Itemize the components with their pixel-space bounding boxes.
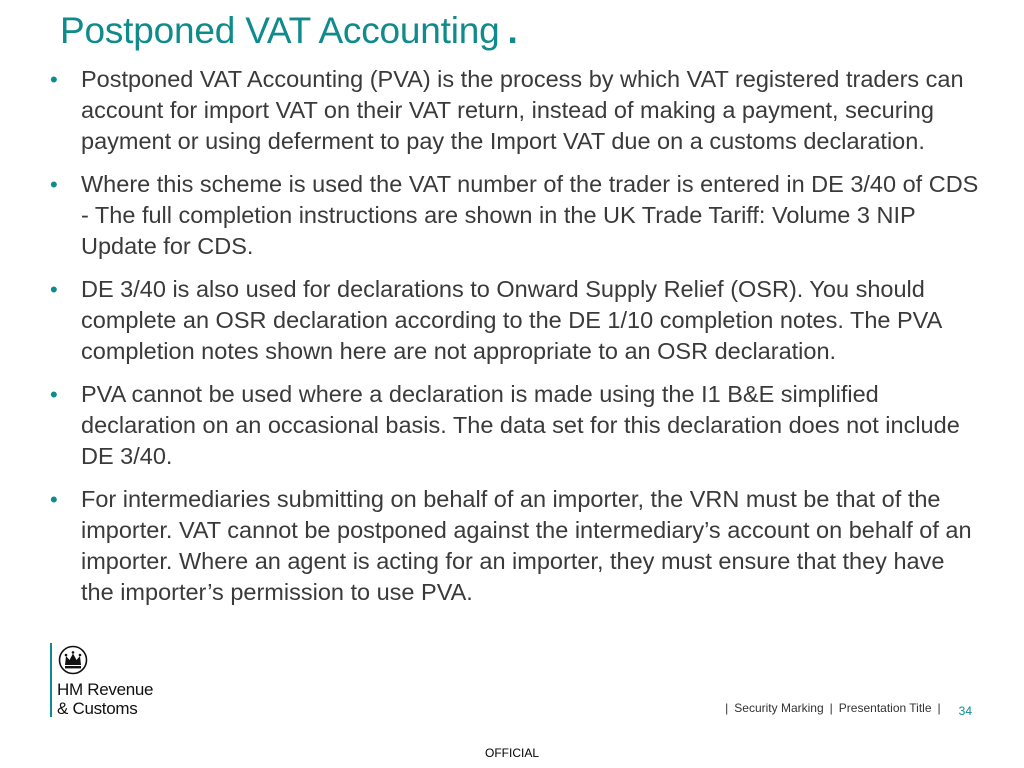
security-marking: Security Marking	[734, 701, 824, 715]
bullet-text: For intermediaries submitting on behalf of an importer, the VRN must be that of the importer. VAT cannot be postponed against the intermediary’s account on behalf of an importer. Where an agent is acting for an importer, they must ensure that they have the importer’s permission to use PVA.	[81, 486, 972, 605]
classification-label: OFFICIAL	[484, 746, 539, 760]
bullet-item-osr	[50, 274, 980, 367]
slide-title-text: Postponed VAT Accounting	[60, 10, 500, 51]
slide-title-dot: .	[507, 10, 518, 51]
hmrc-logo	[50, 643, 180, 719]
footer-separator: |	[725, 701, 729, 715]
presentation-title: Presentation Title	[838, 701, 932, 715]
bullet-text: PVA cannot be used where a declaration is made using the I1 B&E simplified declaration on an occasional basis. The data set for this declaration does not include DE 3/40.	[81, 381, 960, 469]
slide-title	[60, 10, 518, 52]
bullet-item-pva-definition	[50, 64, 980, 157]
bullet-marker: •	[50, 172, 58, 197]
logo-text-customs: & Customs	[57, 699, 138, 718]
bullet-marker: •	[50, 382, 58, 407]
bullet-marker: •	[50, 487, 58, 512]
bullet-item-i1-simplified	[50, 379, 980, 472]
logo-accent-bar	[50, 643, 52, 717]
bullet-text: DE 3/40 is also used for declarations to Onward Supply Relief (OSR). You should complete an OSR declaration according to the DE 1/10 completion notes. The PVA completion notes shown here are not appropriate to an OSR declaration.	[81, 276, 941, 364]
page-number: 34	[958, 704, 972, 718]
bullet-item-de-3-40	[50, 169, 980, 262]
bullet-list	[50, 64, 980, 620]
footer-separator: |	[829, 701, 833, 715]
crown-crest-icon	[58, 645, 88, 675]
logo-text-hm-revenue: HM Revenue	[57, 680, 154, 699]
footer-separator: |	[937, 701, 941, 715]
bullet-text: Postponed VAT Accounting (PVA) is the process by which VAT registered traders can account for import VAT on their VAT return, instead of making a payment, securing payment or using deferment to pay the Import VAT due on a customs declaration.	[81, 66, 964, 154]
bullet-item-intermediaries	[50, 484, 980, 608]
bullet-text: Where this scheme is used the VAT number of the trader is entered in DE 3/40 of CDS - The full completion instructions are shown in the UK Trade Tariff: Volume 3 NIP Update for CDS.	[81, 171, 979, 259]
slide-footer	[719, 701, 972, 718]
bullet-marker: •	[50, 67, 58, 92]
bullet-marker: •	[50, 277, 58, 302]
